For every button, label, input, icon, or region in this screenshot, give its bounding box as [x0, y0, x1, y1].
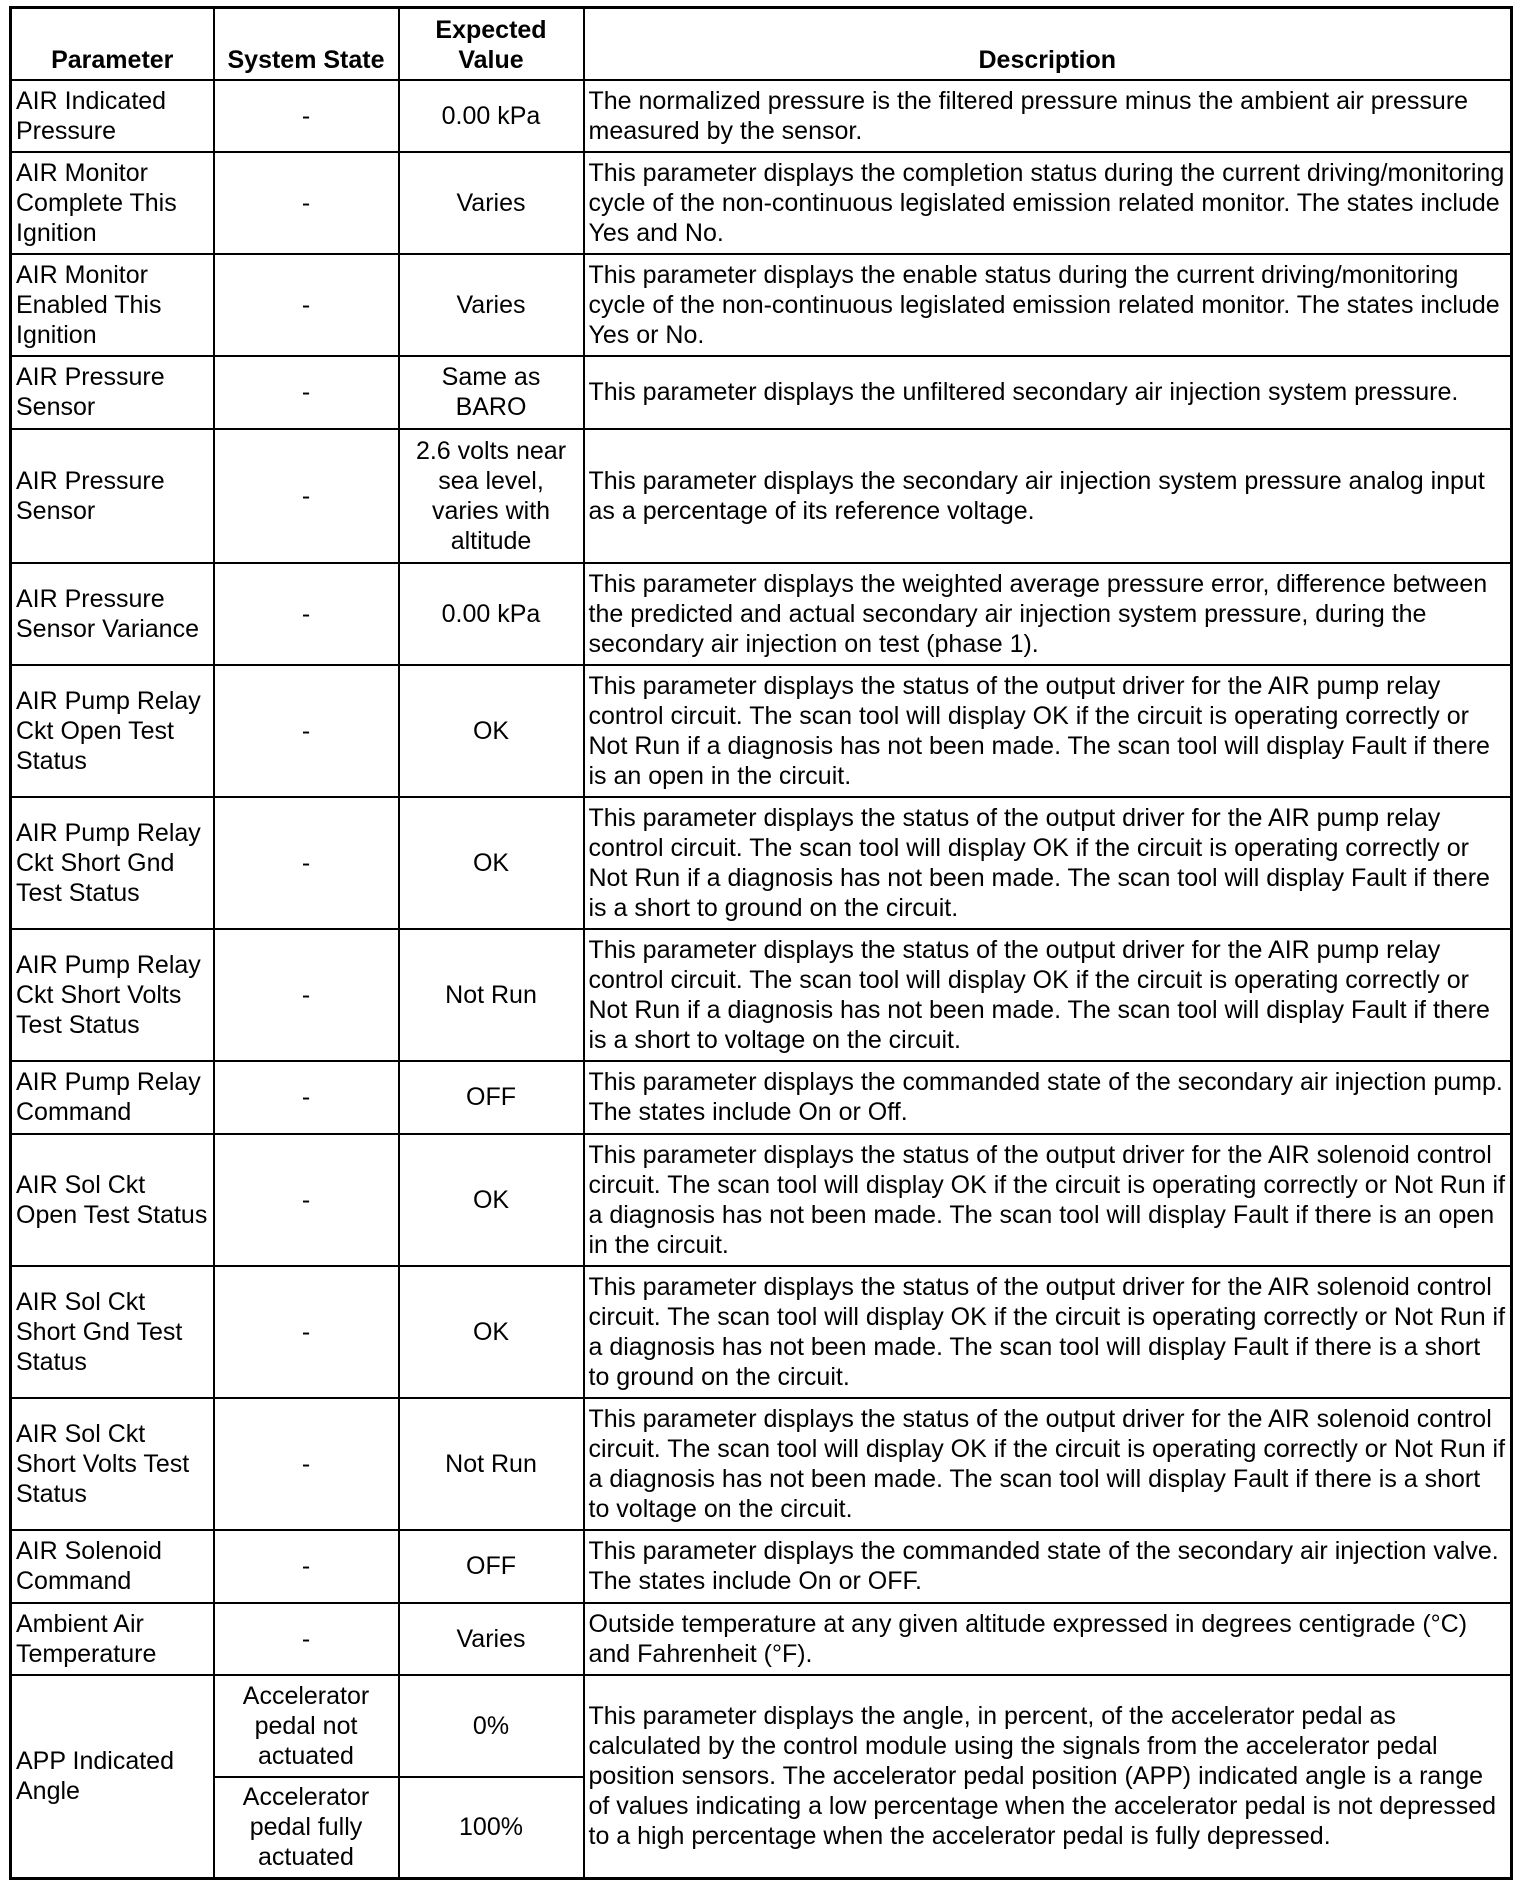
expected-value-cell: Not Run [399, 1398, 584, 1530]
table-row [11, 1675, 1512, 1777]
expected-value-cell: OFF [399, 1530, 584, 1603]
system-state-cell: - [214, 254, 399, 356]
system-state-cell: - [214, 665, 399, 797]
system-state-cell: - [214, 797, 399, 929]
table-row [11, 1398, 1512, 1530]
system-state-cell: - [214, 1266, 399, 1398]
description-cell: The normalized pressure is the filtered pressure minus the ambient air pressure measured by the sensor. [584, 80, 1512, 152]
table-row [11, 254, 1512, 356]
description-cell: This parameter displays the status of the output driver for the AIR pump relay control circuit. The scan tool will display OK if the circuit is operating correctly or Not Run if a diagnosis has not been made. The scan tool will display Fault if there is a short to voltage on the circuit. [584, 929, 1512, 1061]
parameter-cell: AIR Sol Ckt Open Test Status [11, 1134, 214, 1266]
system-state-cell: - [214, 929, 399, 1061]
system-state-cell: - [214, 1603, 399, 1675]
parameter-cell: AIR Monitor Complete This Ignition [11, 152, 214, 254]
parameter-cell: AIR Pump Relay Command [11, 1061, 214, 1134]
table-row [11, 929, 1512, 1061]
table-row [11, 1061, 1512, 1134]
parameter-cell: Ambient Air Temperature [11, 1603, 214, 1675]
parameter-cell: AIR Pump Relay Ckt Open Test Status [11, 665, 214, 797]
description-cell: This parameter displays the commanded state of the secondary air injection pump. The states include On or Off. [584, 1061, 1512, 1134]
parameter-cell: APP Indicated Angle [11, 1675, 214, 1879]
description-cell: This parameter displays the commanded state of the secondary air injection valve. The states include On or OFF. [584, 1530, 1512, 1603]
expected-value-cell: 2.6 volts near sea level, varies with altitude [399, 429, 584, 563]
header-row [11, 8, 1512, 80]
parameter-cell: AIR Sol Ckt Short Gnd Test Status [11, 1266, 214, 1398]
system-state-cell: - [214, 1061, 399, 1134]
description-cell: This parameter displays the enable status during the current driving/monitoring cycle of the non-continuous legislated emission related monitor. The states include Yes or No. [584, 254, 1512, 356]
table-row [11, 797, 1512, 929]
expected-value-cell: Not Run [399, 929, 584, 1061]
expected-value-cell: 100% [399, 1777, 584, 1879]
expected-value-cell: Varies [399, 1603, 584, 1675]
table-row [11, 152, 1512, 254]
expected-value-cell: Varies [399, 254, 584, 356]
header-description: Description [584, 8, 1512, 80]
system-state-cell: - [214, 152, 399, 254]
expected-value-cell: 0% [399, 1675, 584, 1777]
parameter-table [9, 6, 1513, 1880]
system-state-cell: - [214, 1530, 399, 1603]
system-state-cell: - [214, 563, 399, 665]
expected-value-cell: 0.00 kPa [399, 563, 584, 665]
description-cell: This parameter displays the status of the output driver for the AIR pump relay control circuit. The scan tool will display OK if the circuit is operating correctly or Not Run if a diagnosis has not been made. The scan tool will display Fault if there is an open in the circuit. [584, 665, 1512, 797]
table-row [11, 1530, 1512, 1603]
parameter-cell: AIR Pump Relay Ckt Short Gnd Test Status [11, 797, 214, 929]
expected-value-cell: OK [399, 1266, 584, 1398]
system-state-cell: - [214, 1134, 399, 1266]
description-cell: This parameter displays the completion status during the current driving/monitoring cycle of the non-continuous legislated emission related monitor. The states include Yes and No. [584, 152, 1512, 254]
table-row [11, 665, 1512, 797]
system-state-cell: Accelerator pedal not actuated [214, 1675, 399, 1777]
table-row [11, 1134, 1512, 1266]
description-cell: Outside temperature at any given altitude expressed in degrees centigrade (°C) and Fahrenheit (°F). [584, 1603, 1512, 1675]
description-cell: This parameter displays the unfiltered secondary air injection system pressure. [584, 356, 1512, 429]
header-expected-value: Expected Value [399, 8, 584, 80]
parameter-cell: AIR Pressure Sensor [11, 429, 214, 563]
parameter-cell: AIR Pump Relay Ckt Short Volts Test Status [11, 929, 214, 1061]
description-cell: This parameter displays the weighted average pressure error, difference between the predicted and actual secondary air injection system pressure, during the secondary air injection on test (phase 1). [584, 563, 1512, 665]
description-cell: This parameter displays the status of the output driver for the AIR pump relay control circuit. The scan tool will display OK if the circuit is operating correctly or Not Run if a diagnosis has not been made. The scan tool will display Fault if there is a short to ground on the circuit. [584, 797, 1512, 929]
description-cell: This parameter displays the status of the output driver for the AIR solenoid control circuit. The scan tool will display OK if the circuit is operating correctly or Not Run if a diagnosis has not been made. The scan tool will display Fault if there is a short to ground on the circuit. [584, 1266, 1512, 1398]
system-state-cell: - [214, 429, 399, 563]
description-cell: This parameter displays the status of the output driver for the AIR solenoid control circuit. The scan tool will display OK if the circuit is operating correctly or Not Run if a diagnosis has not been made. The scan tool will display Fault if there is an open in the circuit. [584, 1134, 1512, 1266]
header-parameter: Parameter [11, 8, 214, 80]
expected-value-cell: Same as BARO [399, 356, 584, 429]
parameter-cell: AIR Solenoid Command [11, 1530, 214, 1603]
description-cell: This parameter displays the status of the output driver for the AIR solenoid control circuit. The scan tool will display OK if the circuit is operating correctly or Not Run if a diagnosis has not been made. The scan tool will display Fault if there is a short to voltage on the circuit. [584, 1398, 1512, 1530]
table-row [11, 80, 1512, 152]
table-row [11, 356, 1512, 429]
system-state-cell: Accelerator pedal fully actuated [214, 1777, 399, 1879]
table-row [11, 563, 1512, 665]
expected-value-cell: 0.00 kPa [399, 80, 584, 152]
system-state-cell: - [214, 356, 399, 429]
expected-value-cell: OK [399, 1134, 584, 1266]
description-cell: This parameter displays the angle, in percent, of the accelerator pedal as calculated by the control module using the signals from the accelerator pedal position sensors. The accelerator pedal position (APP) indicated angle is a range of values indicating a low percentage when the accelerator pedal is not depressed to a high percentage when the accelerator pedal is fully depressed. [584, 1675, 1512, 1879]
header-system-state: System State [214, 8, 399, 80]
expected-value-cell: OK [399, 665, 584, 797]
system-state-cell: - [214, 80, 399, 152]
expected-value-cell: OK [399, 797, 584, 929]
table-row [11, 1603, 1512, 1675]
parameter-cell: AIR Sol Ckt Short Volts Test Status [11, 1398, 214, 1530]
table-row [11, 1266, 1512, 1398]
table-row [11, 429, 1512, 563]
parameter-cell: AIR Indicated Pressure [11, 80, 214, 152]
parameter-cell: AIR Pressure Sensor [11, 356, 214, 429]
parameter-cell: AIR Monitor Enabled This Ignition [11, 254, 214, 356]
expected-value-cell: Varies [399, 152, 584, 254]
description-cell: This parameter displays the secondary air injection system pressure analog input as a percentage of its reference voltage. [584, 429, 1512, 563]
parameter-cell: AIR Pressure Sensor Variance [11, 563, 214, 665]
expected-value-cell: OFF [399, 1061, 584, 1134]
system-state-cell: - [214, 1398, 399, 1530]
